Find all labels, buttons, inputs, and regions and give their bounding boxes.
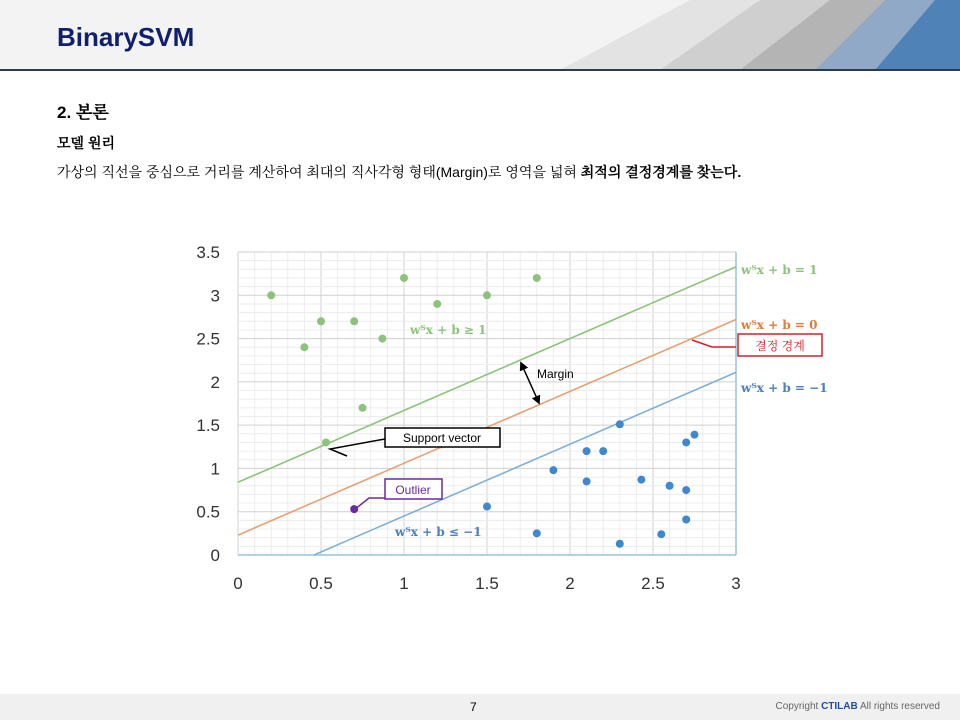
negative-class-point [599, 447, 607, 455]
y-tick-label: 2 [210, 372, 220, 392]
positive-class-point [378, 335, 386, 343]
decision-boundary-callout-label: 결정 경계 [755, 339, 805, 353]
x-tick-label: 0 [233, 574, 243, 593]
x-tick-label: 3 [731, 574, 741, 593]
body-text [57, 162, 741, 182]
positive-class-point [350, 317, 358, 325]
copyright-suffix: All rights reserved [857, 701, 940, 712]
positive-margin-line-label: wᵀx + b = 1 [741, 263, 818, 277]
svm-chart [180, 236, 860, 606]
negative-class-point [483, 503, 491, 511]
negative-class-point [549, 466, 557, 474]
subheading: 모델 원리 [57, 135, 115, 151]
negative-class-point [682, 438, 690, 446]
negative-class-point [682, 486, 690, 494]
positive-class-point [267, 291, 275, 299]
y-tick-label: 1 [210, 459, 220, 479]
header-divider [0, 69, 960, 71]
positive-class-point [433, 300, 441, 308]
page-title: BinarySVM [57, 22, 195, 52]
negative-class-point [657, 530, 665, 538]
positive-class-point [483, 291, 491, 299]
copyright-notice [775, 701, 940, 712]
x-tick-label: 1 [399, 574, 409, 593]
header-bar [0, 0, 960, 70]
outlier-callout-line [354, 498, 385, 510]
y-tick-label: 0 [210, 546, 220, 565]
negative-margin-line [314, 372, 736, 555]
copyright-prefix: Copyright [775, 701, 822, 712]
positive-class-point [400, 274, 408, 282]
y-tick-label: 0.5 [196, 502, 220, 522]
decision-boundary-callout-line [692, 340, 736, 347]
section-heading: 2. 본론 [57, 103, 109, 122]
x-tick-label: 2.5 [641, 574, 665, 593]
decision-boundary-line-label: wᵀx + b = 0 [741, 318, 818, 332]
body-text-emphasis: 최적의 결정경계를 찾는다. [580, 164, 742, 180]
y-tick-label: 1.5 [196, 416, 220, 436]
copyright-brand: CTILAB [821, 701, 858, 712]
negative-class-point [666, 482, 674, 490]
support-vector-label: Support vector [402, 431, 482, 445]
region-positive-label: wᵀx + b ≥ 1 [410, 323, 487, 337]
negative-margin-line-label: wᵀx + b = −1 [741, 381, 828, 395]
negative-class-point [682, 516, 690, 524]
negative-class-point [583, 447, 591, 455]
positive-class-point [300, 343, 308, 351]
x-tick-label: 0.5 [309, 574, 333, 593]
positive-class-point [322, 438, 330, 446]
x-tick-label: 1.5 [475, 574, 499, 593]
negative-class-point [583, 477, 591, 485]
positive-class-point [359, 404, 367, 412]
negative-class-point [616, 420, 624, 428]
negative-class-point [533, 529, 541, 537]
support-vector-callout-line [330, 439, 385, 456]
x-tick-label: 2 [565, 574, 575, 593]
negative-class-point [691, 431, 699, 439]
y-tick-label: 3.5 [196, 243, 220, 262]
y-tick-label: 3 [210, 286, 220, 306]
negative-class-point [616, 540, 624, 548]
outlier-label: Outlier [395, 483, 431, 497]
region-negative-label: wᵀx + b ≤ −1 [395, 525, 482, 539]
body-text-prefix: 가상의 직선을 중심으로 거리를 계산하여 최대의 직사각형 형태(Margin)로 영역을 넓혀 [57, 164, 581, 180]
margin-label: Margin [537, 367, 574, 381]
chart-points [267, 274, 698, 548]
negative-class-point [637, 476, 645, 484]
page-number: 7 [470, 700, 477, 714]
positive-class-point [317, 317, 325, 325]
positive-class-point [533, 274, 541, 282]
y-tick-label: 2.5 [196, 329, 220, 349]
